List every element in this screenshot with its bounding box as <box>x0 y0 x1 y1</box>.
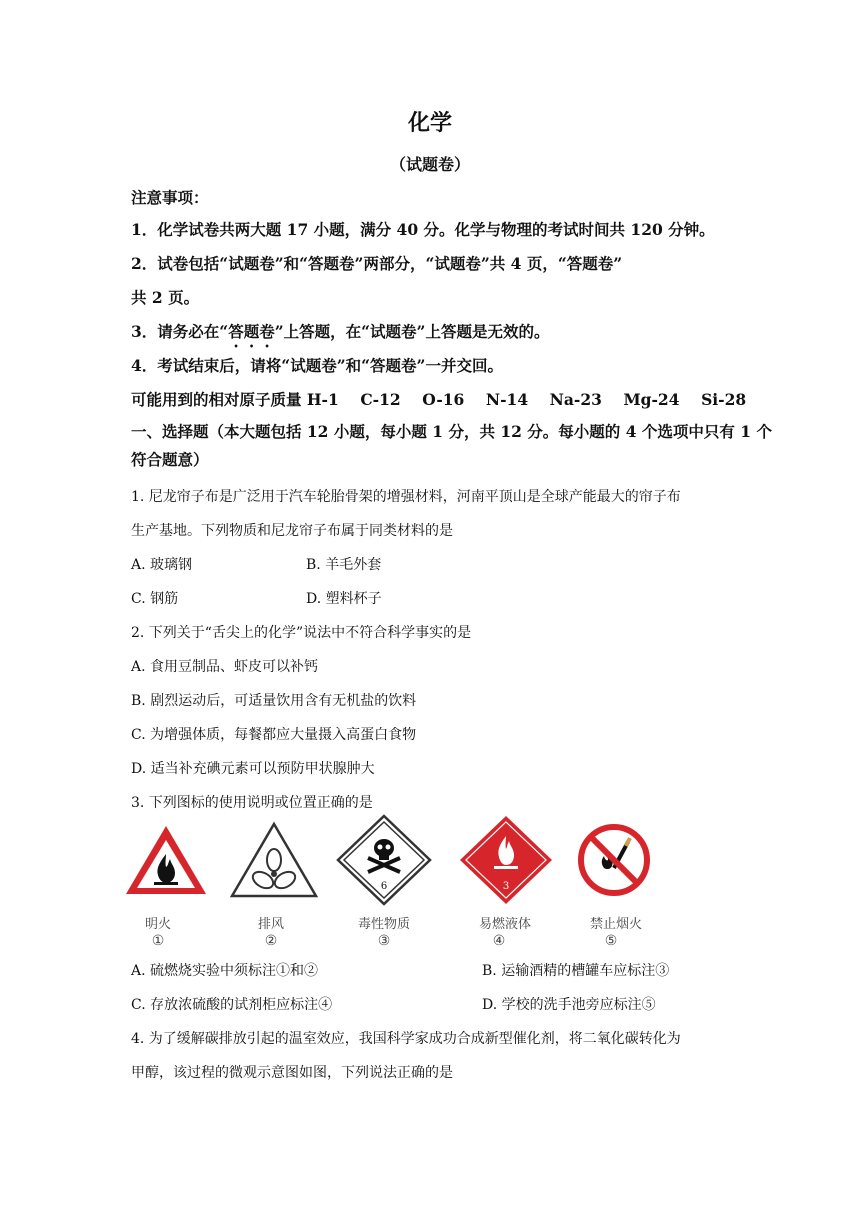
sign-1-label: 明火 <box>144 917 171 932</box>
notice-heading: 注意事项： <box>131 188 209 207</box>
flammable-sign-code: 3 <box>502 881 510 892</box>
q1-option-a: A. 玻璃钢 <box>131 557 193 573</box>
toxic-substance-icon <box>334 814 434 906</box>
sign-2-number: ② <box>264 933 278 949</box>
q1-stem-line-2: 生产基地。下列物质和尼龙帘子布属于同类材料的是 <box>131 523 453 539</box>
sign-1-number: ① <box>151 933 165 949</box>
q1-option-d: D. 塑料杯子 <box>306 591 382 607</box>
notice-item-3-emphasis: 答题卷 <box>228 322 275 341</box>
no-smoking-icon <box>564 820 664 900</box>
q2-option-d: D. 适当补充碘元素可以预防甲状腺肿大 <box>131 761 375 777</box>
notice-item-2-cont: 共 2 页。 <box>131 288 200 307</box>
notice-item-1: 1．化学试卷共两大题 17 小题，满分 40 分。化学与物理的考试时间共 120 分钟。 <box>131 220 715 239</box>
page-subtitle: （试题卷） <box>389 155 470 174</box>
notice-item-3 <box>131 320 549 351</box>
section-1-heading-cont: 符合题意） <box>131 450 209 469</box>
q3-option-c: C. 存放浓硫酸的试剂柜应标注④ <box>131 997 333 1013</box>
sign-2-label: 排风 <box>257 917 284 932</box>
sign-4-label: 易燃液体 <box>478 917 531 932</box>
notice-item-3-suffix: ”上答题，在“试题卷”上答题是无效的。 <box>274 322 550 341</box>
page-title: 化学 <box>407 110 452 136</box>
q4-stem-line-1: 4. 为了缓解碳排放引起的温室效应，我国科学家成功合成新型催化剂，将二氧化碳转化为 <box>131 1031 681 1047</box>
sign-3-label: 毒性物质 <box>357 917 410 932</box>
sign-5-number: ⑤ <box>604 933 618 949</box>
sign-3-number: ③ <box>377 933 391 949</box>
toxic-sign-code: 6 <box>380 881 388 892</box>
sign-4-number: ④ <box>492 933 506 949</box>
notice-item-3-prefix: 3．请务必在“ <box>131 322 229 341</box>
open-flame-icon <box>116 818 216 902</box>
q2-option-c: C. 为增强体质，每餐都应大量摄入高蛋白食物 <box>131 727 417 743</box>
q3-option-d: D. 学校的洗手池旁应标注⑤ <box>482 997 656 1013</box>
sign-5-label: 禁止烟火 <box>589 917 642 932</box>
flammable-liquid-icon <box>456 814 556 906</box>
q2-option-b: B. 剧烈运动后，可适量饮用含有无机盐的饮料 <box>131 693 417 709</box>
q1-option-c: C. 钢筋 <box>131 591 179 607</box>
notice-item-4: 4．考试结束后，请将“试题卷”和“答题卷”一并交回。 <box>131 356 503 375</box>
ventilation-fan-icon <box>224 818 324 902</box>
q3-stem: 3. 下列图标的使用说明或位置正确的是 <box>131 795 373 811</box>
q4-stem-line-2: 甲醇，该过程的微观示意图如图，下列说法正确的是 <box>131 1065 453 1081</box>
section-1-heading: 一、选择题（本大题包括 12 小题，每小题 1 分，共 12 分。每小题的 4 个选项中只有 1 个 <box>131 422 772 441</box>
notice-item-2: 2．试卷包括“试题卷”和“答题卷”两部分，“试题卷”共 4 页，“答题卷” <box>131 254 623 273</box>
q2-option-a: A. 食用豆制品、虾皮可以补钙 <box>131 659 319 675</box>
atomic-mass-line: 可能用到的相对原子质量 H-1 C-12 O-16 N-14 Na-23 Mg-24 Si-28 <box>131 390 747 409</box>
q3-option-b: B. 运输酒精的槽罐车应标注③ <box>482 963 670 979</box>
q2-stem: 2. 下列关于“舌尖上的化学”说法中不符合科学事实的是 <box>131 625 472 641</box>
q3-option-a: A. 硫燃烧实验中须标注①和② <box>131 963 319 979</box>
q1-option-b: B. 羊毛外套 <box>306 557 382 573</box>
q1-stem-line-1: 1. 尼龙帘子布是广泛用于汽车轮胎骨架的增强材料，河南平顶山是全球产能最大的帘子布 <box>131 489 681 505</box>
